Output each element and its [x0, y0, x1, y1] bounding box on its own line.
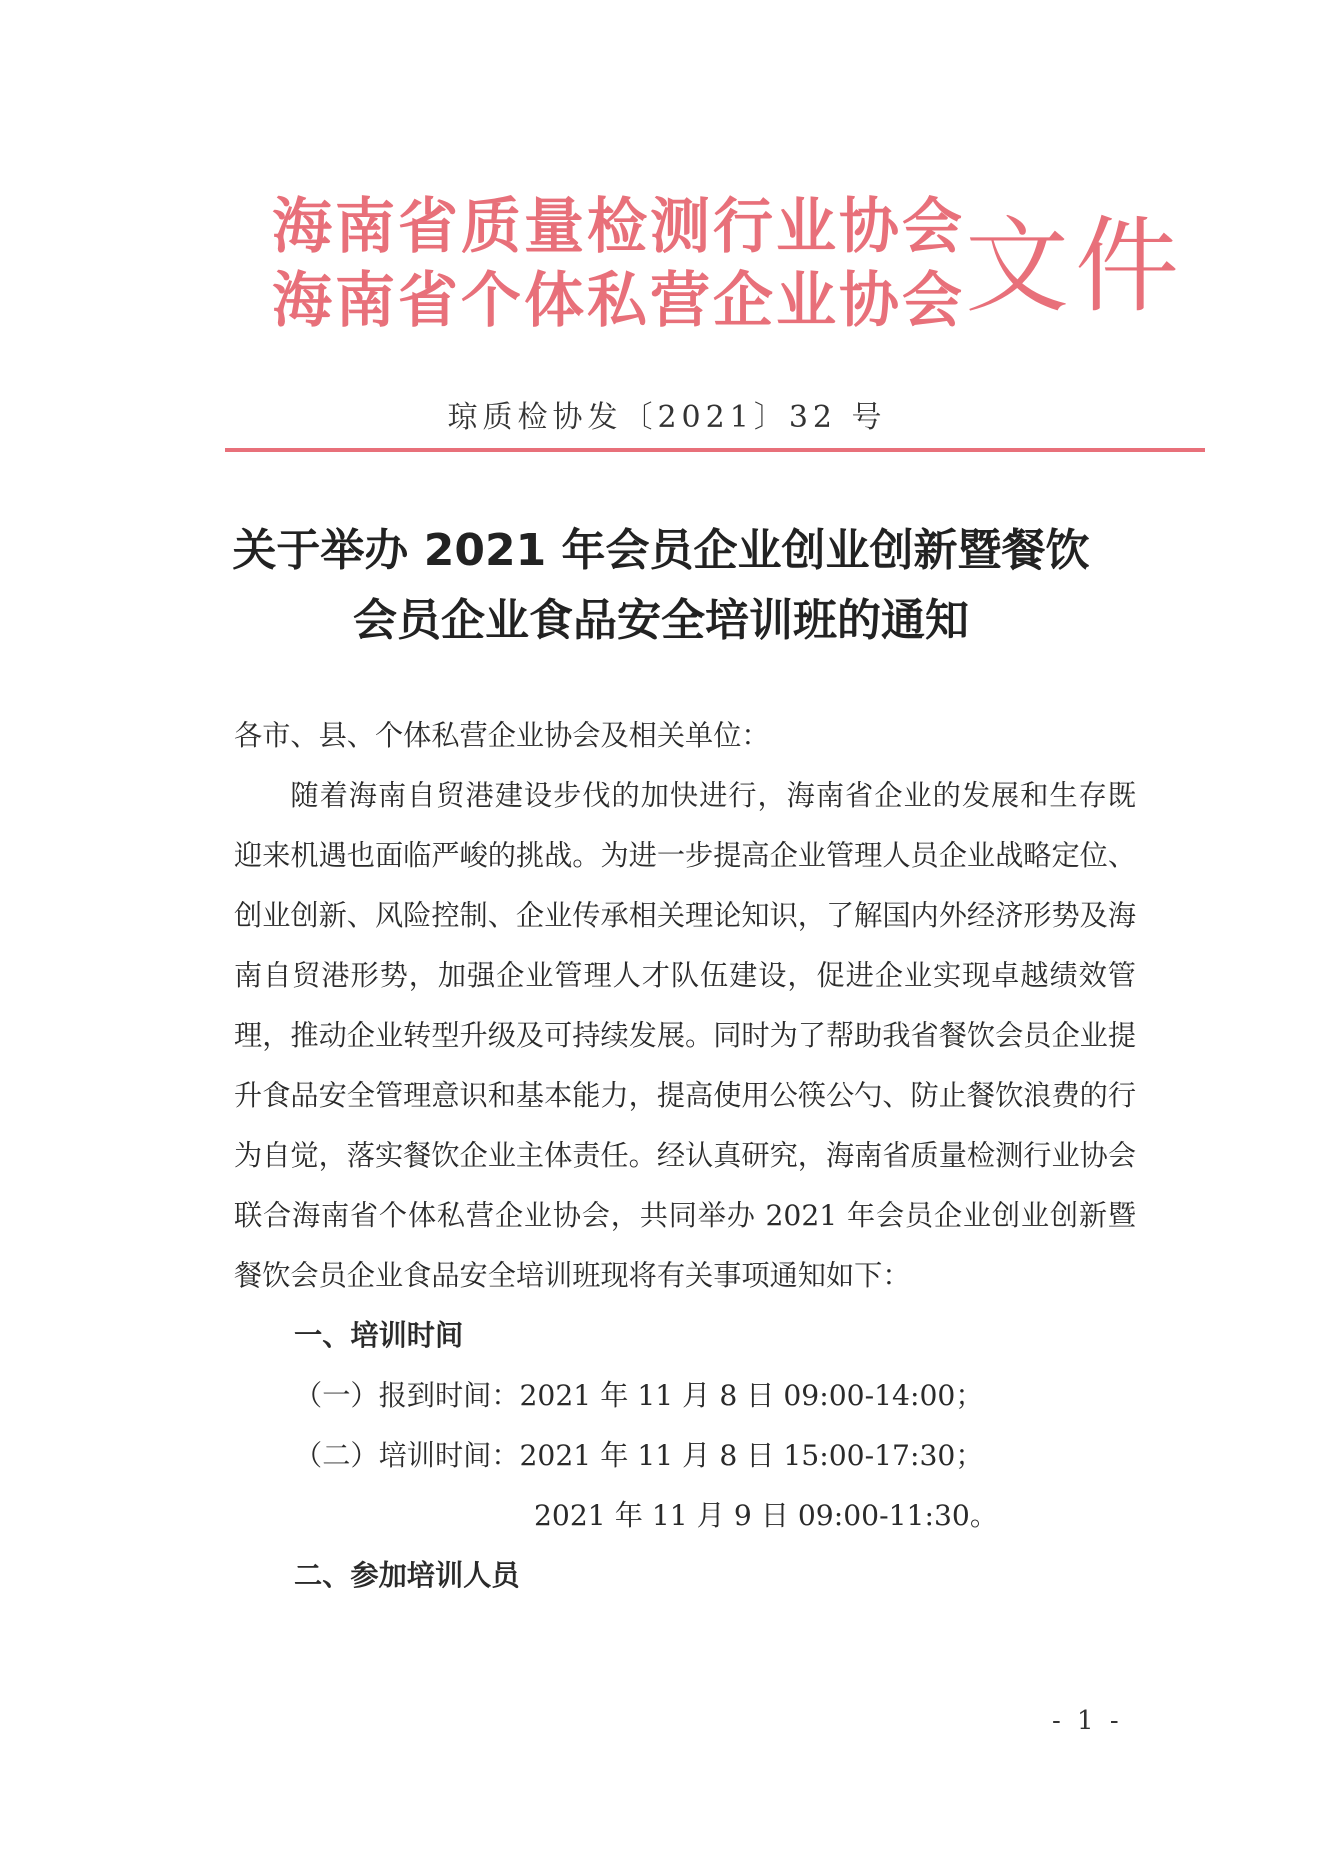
greeting: 各市、县、个体私营企业协会及相关单位： — [234, 719, 770, 752]
header-divider — [225, 448, 1205, 452]
section-training-time: 一、培训时间 — [294, 1319, 464, 1352]
training-time: （二）培训时间：2021 年 11 月 8 日 15:00-17:30； — [294, 1439, 984, 1472]
title-line-2: 会员企业食品安全培训班的通知 — [353, 595, 969, 646]
intro-paragraph: 随着海南自贸港建设步伐的加快进行，海南省企业的发展和生存既迎来机遇也面临严峻的挑战。为进一步提高企业管理人员企业战略定位、创业创新、风险控制、企业传承相关理论知识，了解国内外经济形势及海南自贸港形势，加强企业管理人才队伍建设，促进企业实现卓越绩效管理，推动企业转型升级及可持续发展。同时为了帮助我省餐饮会员企业提升食品安全管理意识和基本能力，提高使用公筷公勺、防止餐饮浪费的行为自觉，落实餐饮企业主体责任。经认真研究，海南省质量检测行业协会联合海南省个体私营企业协会，共同举办 2021 年会员企业创业创新暨餐饮会员企业食品安全培训班现将有关事项通知如下： — [234, 779, 1137, 1292]
title-line-1: 关于举办 2021 年会员企业创业创新暨餐饮 — [232, 525, 1090, 576]
document-label: 文件 — [965, 205, 1186, 327]
page-number: - 1 - — [1052, 1706, 1123, 1736]
org-name-private-enterprise: 海南省个体私营企业协会 — [272, 266, 965, 336]
section-participants: 二、参加培训人员 — [294, 1559, 520, 1592]
training-time-day2: 2021 年 11 月 9 日 09:00-11:30。 — [534, 1499, 999, 1532]
document-title — [0, 516, 1322, 656]
issuing-organizations — [272, 190, 972, 338]
check-in-time: （一）报到时间：2021 年 11 月 8 日 09:00-14:00； — [294, 1379, 984, 1412]
org-name-quality-testing: 海南省质量检测行业协会 — [272, 192, 965, 262]
document-number: 琼质检协发〔2021〕32 号 — [447, 400, 887, 435]
document-body — [234, 706, 1136, 1606]
